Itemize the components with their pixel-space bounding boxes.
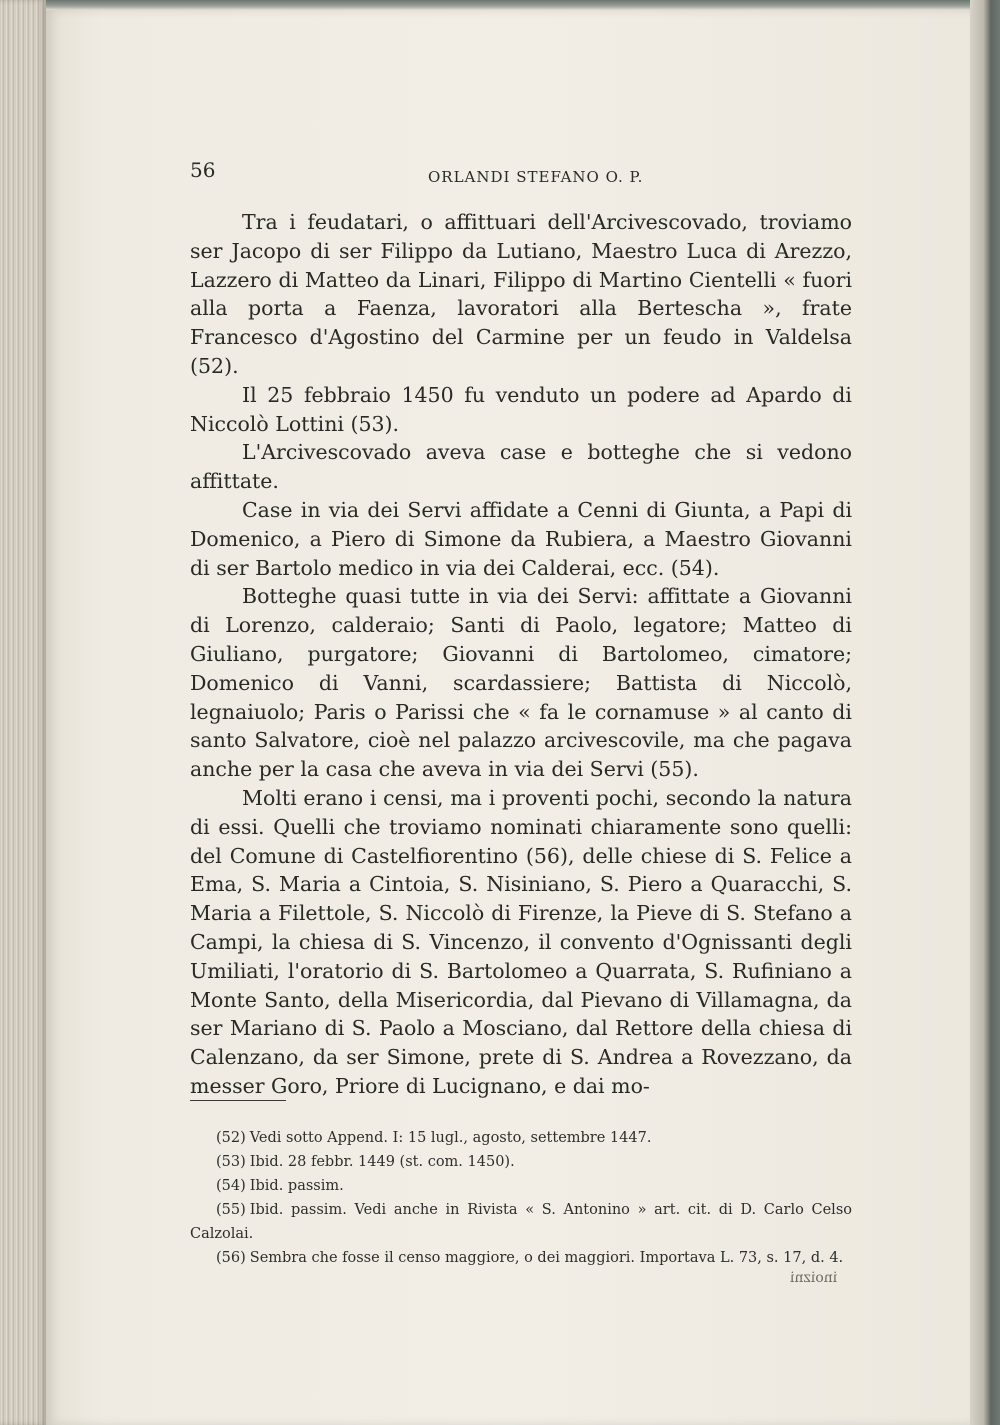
- paragraph: Molti erano i censi, ma i proventi pochi, secondo la natura di essi. Quelli che troviamo nominati chiaramente sono quelli: del Comune di Castelfiorentino (56), delle chiese di S. Felice a Ema, S. Maria a Cintoia, S. Nisiniano, S. Piero a Quaracchi, S. Maria a Filettole, S. Niccolò di Firenze, la Pieve di S. Stefano a Campi, la chiesa di S. Vincenzo, il convento d'Ognissanti degli Umiliati, l'oratorio di S. Bartolomeo a Quarrata, S. Rufiniano a Monte Santo, della Misericordia, dal Pievano di Villamagna, da ser Mariano di S. Paolo a Mosciano, dal Rettore della chiesa di Calenzano, da ser Simone, prete di S. Andrea a Rovezzano, da messer Goro, Priore di Lucignano, e dai mo-: [190, 785, 852, 1098]
- footnote-text: Ibid. passim. Vedi anche in Rivista « S. Antonino » art. cit. di D. Carlo Celso Calzolai.: [190, 1202, 852, 1242]
- footnote: [190, 1198, 852, 1246]
- book-page-edges: [0, 0, 46, 1425]
- paragraph: Botteghe quasi tutte in via dei Servi: affittate a Giovanni di Lorenzo, calderaio; Santi di Paolo, legatore; Matteo di Giuliano, purgatore; Giovanni di Bartolomeo, cimatore; Domenico di Vanni, scardassiere; Battista di Niccolò, legnaiuolo; Paris o Parissi che « fa le cornamuse » al canto di santo Salvatore, cioè nel palazzo arcivescovile, ma che pagava anche per la casa che aveva in via dei Servi (55).: [190, 584, 852, 782]
- running-head: ORLANDI STEFANO O. P.: [428, 168, 644, 186]
- footnote-mark: (56): [216, 1250, 246, 1266]
- top-border: [46, 0, 970, 10]
- footnote: [190, 1246, 852, 1270]
- footnote-text: Sembra che fosse il censo maggiore, o dei maggiori. Importava L. 73, s. 17, d. 4.: [249, 1250, 844, 1266]
- page-number: 56: [190, 158, 216, 182]
- page-header: [190, 158, 870, 188]
- footnote-mark: (53): [216, 1154, 246, 1170]
- footnote-text: Vedi sotto Append. I: 15 lugl., agosto, settembre 1447.: [249, 1130, 652, 1146]
- book-cover-edge: [970, 0, 1000, 1425]
- footnote-mark: (55): [216, 1202, 246, 1218]
- paragraph: Tra i feudatari, o affittuari dell'Arcivescovado, troviamo ser Jacopo di ser Filippo da Lutiano, Maestro Luca di Arezzo, Lazzero di Matteo da Linari, Filippo di Martino Cientelli « fuori alla porta a Faenza, lavoratori alla Bertescha », frate Francesco d'Agostino del Carmine per un feudo in Valdelsa (52).: [190, 210, 852, 378]
- bleed-through-text: inoizni: [790, 1270, 838, 1286]
- footnote-mark: (52): [216, 1130, 246, 1146]
- footnote-mark: (54): [216, 1178, 246, 1194]
- footnotes: [190, 1126, 852, 1270]
- paragraph: Il 25 febbraio 1450 fu venduto un podere ad Apardo di Niccolò Lottini (53).: [190, 382, 852, 436]
- footnote: [190, 1150, 852, 1174]
- footnote: [190, 1174, 852, 1198]
- paragraph: Case in via dei Servi affidate a Cenni di Giunta, a Papi di Domenico, a Piero di Simone da Rubiera, a Maestro Giovanni di ser Bartolo medico in via dei Calderai, ecc. (54).: [190, 497, 852, 580]
- footnote: [190, 1126, 852, 1150]
- paragraph: L'Arcivescovado aveva case e botteghe che si vedono affittate.: [190, 440, 852, 494]
- body-text: [190, 208, 852, 1101]
- footnote-separator: [190, 1100, 286, 1101]
- footnote-text: Ibid. passim.: [249, 1178, 344, 1194]
- footnote-text: Ibid. 28 febbr. 1449 (st. com. 1450).: [249, 1154, 515, 1170]
